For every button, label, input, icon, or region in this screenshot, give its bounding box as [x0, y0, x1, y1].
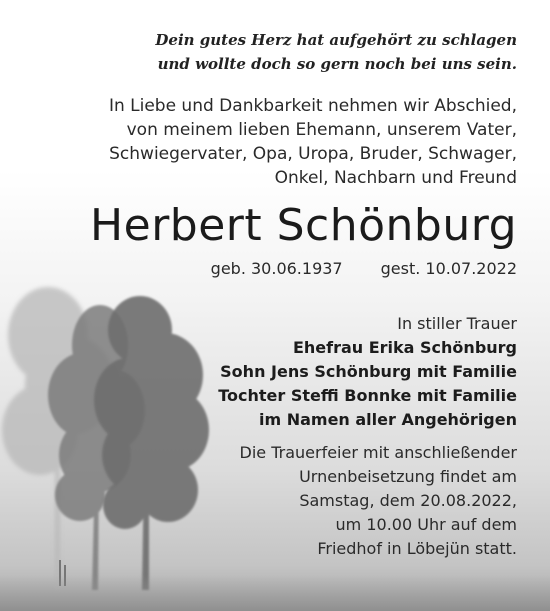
mourner-name: im Namen aller Angehörigen	[258, 410, 517, 429]
ceremony-line: Die Trauerfeier mit anschließender	[239, 443, 517, 462]
mourner-name: Ehefrau Erika Schönburg	[292, 338, 517, 357]
intro-line: In Liebe und Dankbarkeit nehmen wir Abschied,	[108, 96, 517, 116]
ceremony-line: Urnenbeisetzung findet am	[299, 467, 517, 486]
mourner-name: Sohn Jens Schönburg mit Familie	[220, 362, 517, 381]
ceremony-line: Friedhof in Löbejün statt.	[317, 539, 517, 558]
intro-text	[109, 94, 517, 190]
death-date: gest. 10.07.2022	[380, 259, 517, 278]
ceremony-line: Samstag, dem 20.08.2022,	[299, 491, 517, 510]
deceased-name: Herbert Schönburg	[90, 200, 517, 251]
verse	[155, 28, 517, 76]
birth-date: geb. 30.06.1937	[210, 259, 343, 278]
mourner-name: Tochter Steffi Bonnke mit Familie	[218, 386, 517, 405]
ceremony-info	[240, 441, 517, 561]
intro-line: Schwiegervater, Opa, Uropa, Bruder, Schwager,	[109, 144, 517, 164]
ceremony-line: um 10.00 Uhr auf dem	[335, 515, 517, 534]
ground	[0, 575, 550, 611]
life-dates	[211, 258, 517, 280]
mourners-list	[218, 312, 517, 432]
intro-line: Onkel, Nachbarn und Freund	[274, 168, 517, 188]
intro-line: von meinem lieben Ehemann, unserem Vater,	[126, 120, 517, 140]
verse-line: Dein gutes Herz hat aufgehört zu schlagen	[155, 31, 517, 49]
right-tree	[94, 296, 209, 590]
verse-line: und wollte doch so gern noch bei uns sein.	[157, 55, 517, 73]
mourners-lead: In stiller Trauer	[397, 314, 517, 333]
